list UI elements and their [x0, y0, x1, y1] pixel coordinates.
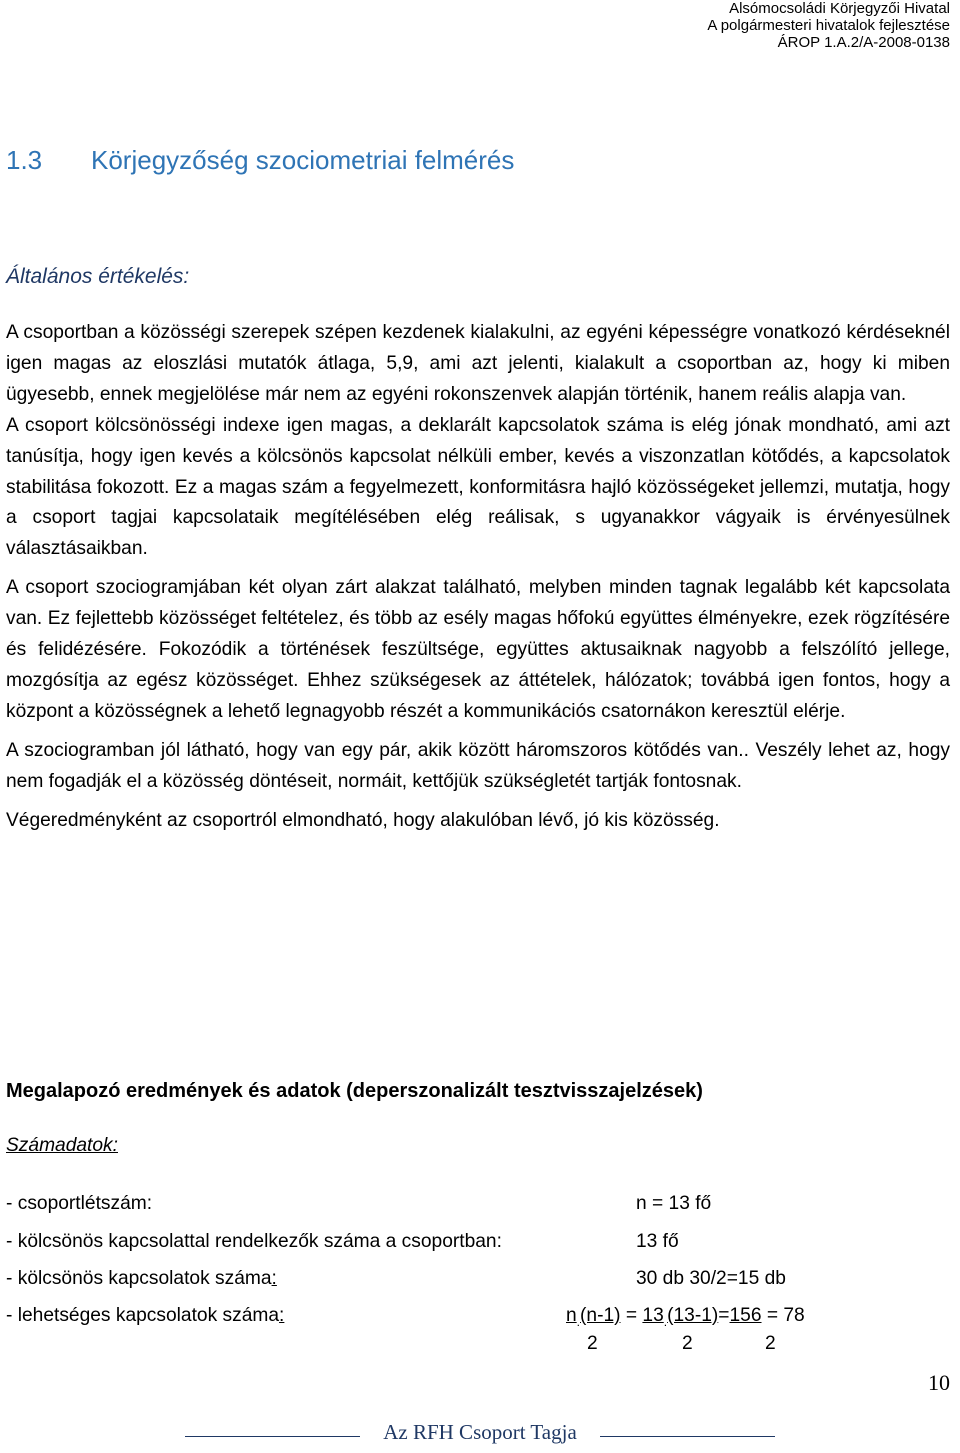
- formula-13-minus-1: (13-1): [667, 1305, 719, 1326]
- page-number: 10: [928, 1370, 950, 1395]
- formula-dot: .: [576, 1314, 581, 1329]
- header-line-3: ÁROP 1.A.2/A-2008-0138: [777, 34, 950, 51]
- section-title: [6, 145, 514, 176]
- paragraph: A szociogramban jól látható, hogy van egy pár, akik között háromszoros kötődés van.. Veszély lehet az, hogy nem fogadják el a közösség döntéseit, normáit, kettőjük szükségletét tartják fontosnak.: [6, 739, 950, 792]
- body-text: [6, 318, 950, 845]
- numeric-data-label: Számadatok:: [6, 1135, 118, 1156]
- data-row-label: - kölcsönös kapcsolattal rendelkezők száma a csoportban:: [6, 1231, 502, 1252]
- section-number: 1.3: [6, 145, 43, 175]
- footer-text: Az RFH Csoport Tagja: [383, 1420, 577, 1444]
- formula-numerator: [566, 1305, 805, 1329]
- formula-n: n: [566, 1305, 577, 1326]
- formula-156: 156: [729, 1305, 762, 1326]
- formula-13: 13: [642, 1305, 664, 1326]
- results-heading: Megalapozó eredmények és adatok (deperszonalizált tesztvisszajelzések): [6, 1080, 703, 1102]
- data-row-value: n = 13 fő: [636, 1193, 712, 1214]
- paragraph: Végeredményként az csoportról elmondható, hogy alakulóban lévő, jó kis közösség.: [6, 809, 720, 831]
- data-row: [6, 1193, 712, 1215]
- formula-result: = 78: [761, 1305, 805, 1326]
- data-row: [6, 1231, 679, 1253]
- formula-denominator: 2: [765, 1333, 776, 1354]
- data-row-label: - kölcsönös kapcsolatok száma: [6, 1268, 272, 1289]
- data-row-label: - csoportlétszám:: [6, 1193, 153, 1214]
- page-footer: [0, 1420, 960, 1450]
- header-line-2: A polgármesteri hivatalok fejlesztése: [707, 17, 950, 34]
- formula-denominator: 2: [682, 1333, 693, 1354]
- section-title-text: Körjegyzőség szociometriai felmérés: [91, 145, 515, 175]
- formula-n-minus-1: (n-1): [580, 1305, 621, 1326]
- footer-rule-right: [600, 1436, 775, 1437]
- subheading: Általános értékelés:: [6, 265, 190, 288]
- data-row: [6, 1268, 786, 1290]
- paragraph: A csoportban a közösségi szerepek szépen kezdenek kialakulni, az egyéni képességre vonatkozó kérdéseknél igen magas az eloszlási mutatók átlaga, 5,9, ami azt jelenti, kialakult a csoportban az, hogy ki miben ügyesebb, ennek megjelölése már nem az egyéni rokonszenvek alapján történik, hanem reális alapja van.: [6, 322, 950, 405]
- data-row-value: 30 db 30/2=15 db: [636, 1268, 786, 1289]
- data-row-colon: :: [271, 1268, 277, 1289]
- data-row: [6, 1305, 805, 1329]
- paragraph: A csoport kölcsönösségi indexe igen magas, a deklarált kapcsolatok száma is elég jónak mondható, ami azt tanúsítja, hogy igen kevés a kölcsönös kapcsolat nélküli ember, kevés a viszonzatlan kötődés, a kapcsolatok stabilitása fokozott. Ez a magas szám a fegyelmezett, konformitásra hajló közösségeket jellemzi, mutatja, hogy a csoport tagjai kapcsolataik megítélésében elég reálisak, s ugyanakkor vágyaik is érvényesülnek választásaikban.: [6, 414, 950, 560]
- header-line-1: Alsómocsoládi Körjegyzői Hivatal: [729, 0, 950, 17]
- formula-dot: .: [663, 1314, 668, 1329]
- data-row-colon: :: [279, 1305, 285, 1326]
- formula-eq: =: [718, 1305, 730, 1326]
- data-row-value: 13 fő: [636, 1231, 679, 1252]
- page-header: [707, 0, 950, 51]
- data-row-label: - lehetséges kapcsolatok száma: [6, 1305, 280, 1326]
- formula-denominator: 2: [587, 1333, 598, 1354]
- paragraph: A csoport szociogramjában két olyan zárt alakzat található, melyben minden tagnak legalább két kapcsolata van. Ez fejlettebb közösséget feltételez, és több az esély magas hőfokú együttes élményekre, ezek rögzítésére és felidézésére. Fokozódik a történések feszültsége, együttes aktusaiknak nagyobb a felszólító jellege, mozgósítja az egész közösséget. Ehhez szükségesek az áttételek, hálózatok; továbbá igen fontos, hogy a központ a közösségnek a lehető legnagyobb részét a kommunikációs csatornákon keresztül elérje.: [6, 577, 950, 722]
- formula-eq: =: [620, 1305, 643, 1326]
